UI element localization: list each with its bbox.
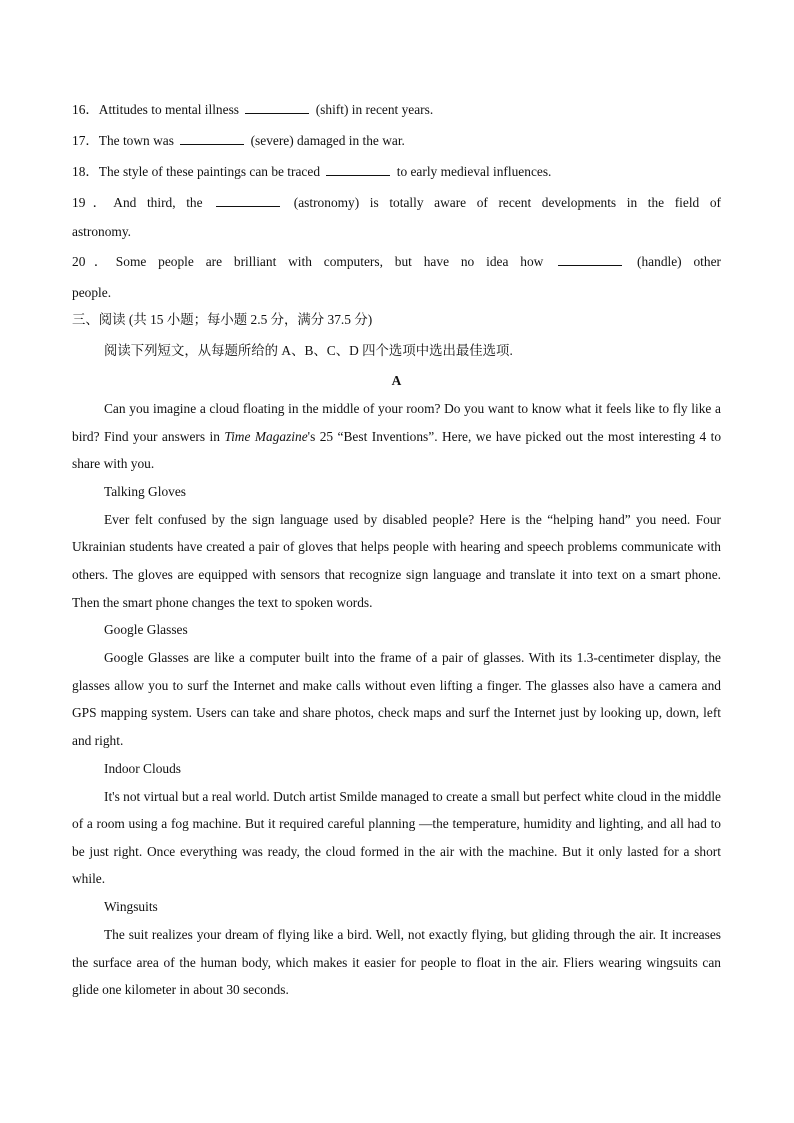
question-text: And third, the xyxy=(113,195,214,210)
worksheet-page xyxy=(72,94,721,1004)
magazine-title: Time Magazine xyxy=(224,428,308,444)
intro-text: Can you imagine a cloud floating in the middle of your room? Do you want to know what it feels like to fly like a bird? Find your answers in xyxy=(72,401,721,444)
question-hint: to early medieval influences. xyxy=(393,164,552,179)
question-20-continued: people. xyxy=(72,285,112,300)
section-body: Ever felt confused by the sign language used by disabled people? Here is the “helping hand” you need. Four Ukrainian students have created a pair of gloves that helps people with hearing and speech problems communicate with others. The gloves are equipped with sensors that recognize sign language and translate it into text on a smart phone. Then the smart phone changes the text to spoken words. xyxy=(72,511,721,610)
question-text: The style of these paintings can be traced xyxy=(98,164,324,179)
answer-blank[interactable] xyxy=(245,101,309,114)
question-16 xyxy=(72,94,721,125)
section-body: Google Glasses are like a computer built into the frame of a pair of glasses. With its 1.3-centimeter display, the glasses allow you to surf the Internet and make calls without even lifting a finger. The glasses also have a camera and GPS mapping system. Users can take and share photos, check maps and surf the Internet just by looking up, down, left and right. xyxy=(72,650,721,748)
question-number: 18． xyxy=(72,164,99,179)
section-body: The suit realizes your dream of flying like a bird. Well, not exactly flying, but gliding through the air. It increases the surface area of the human body, which makes it easier for people to float in the air. Fliers wearing wingsuits can glide one kilometer in about 30 seconds. xyxy=(72,926,721,998)
intro-text: 's 25 “Best Inventions”. Here, we have picked out the most interesting 4 to share with you. xyxy=(72,428,722,472)
question-number: 16． xyxy=(72,102,99,117)
section-heading: Google Glasses xyxy=(104,622,188,638)
instruction: 阅读下列短文，从每题所给的 A、B、C、D 四个选项中选出最佳选项. xyxy=(104,343,513,358)
section-heading: Talking Gloves xyxy=(104,483,186,499)
section-heading: Indoor Clouds xyxy=(104,760,181,776)
intro-paragraph xyxy=(72,395,721,478)
section-body: It's not virtual but a real world. Dutch artist Smilde managed to create a small but perfect white cloud in the middle of a room using a fog machine. But it required careful planning —the temperature, humidity and lighting, and all had to be just right. Once everything was ready, the cloud formed in the air with the machine. But it only lasted for a short while. xyxy=(72,788,721,887)
question-number: 20． xyxy=(72,254,116,269)
question-text: The town was xyxy=(98,133,178,148)
question-20 xyxy=(72,245,721,279)
question-hint: (shift) in recent years. xyxy=(312,102,434,117)
answer-blank[interactable] xyxy=(216,194,280,207)
question-text: Some people are brilliant with computers, but have no idea how xyxy=(115,254,556,269)
question-18 xyxy=(72,156,721,187)
question-text: Attitudes to mental illness xyxy=(98,102,243,117)
answer-blank[interactable] xyxy=(558,253,622,266)
answer-blank[interactable] xyxy=(180,132,244,145)
question-19 xyxy=(72,187,721,219)
answer-blank[interactable] xyxy=(326,163,390,176)
section-heading: Wingsuits xyxy=(104,898,158,914)
question-hint: (severe) damaged in the war. xyxy=(247,133,405,148)
passage-label: A xyxy=(391,373,402,388)
question-number: 19． xyxy=(72,195,114,210)
section-title: 三、阅读 (共 15 小题；每小题 2.5 分，满分 37.5 分) xyxy=(72,312,373,327)
question-number: 17． xyxy=(72,133,99,148)
question-17 xyxy=(72,125,721,156)
question-hint: (astronomy) is totally aware of recent developments in the field of xyxy=(283,195,721,210)
question-19-continued: astronomy. xyxy=(72,224,132,239)
question-hint: (handle) other xyxy=(625,254,721,269)
